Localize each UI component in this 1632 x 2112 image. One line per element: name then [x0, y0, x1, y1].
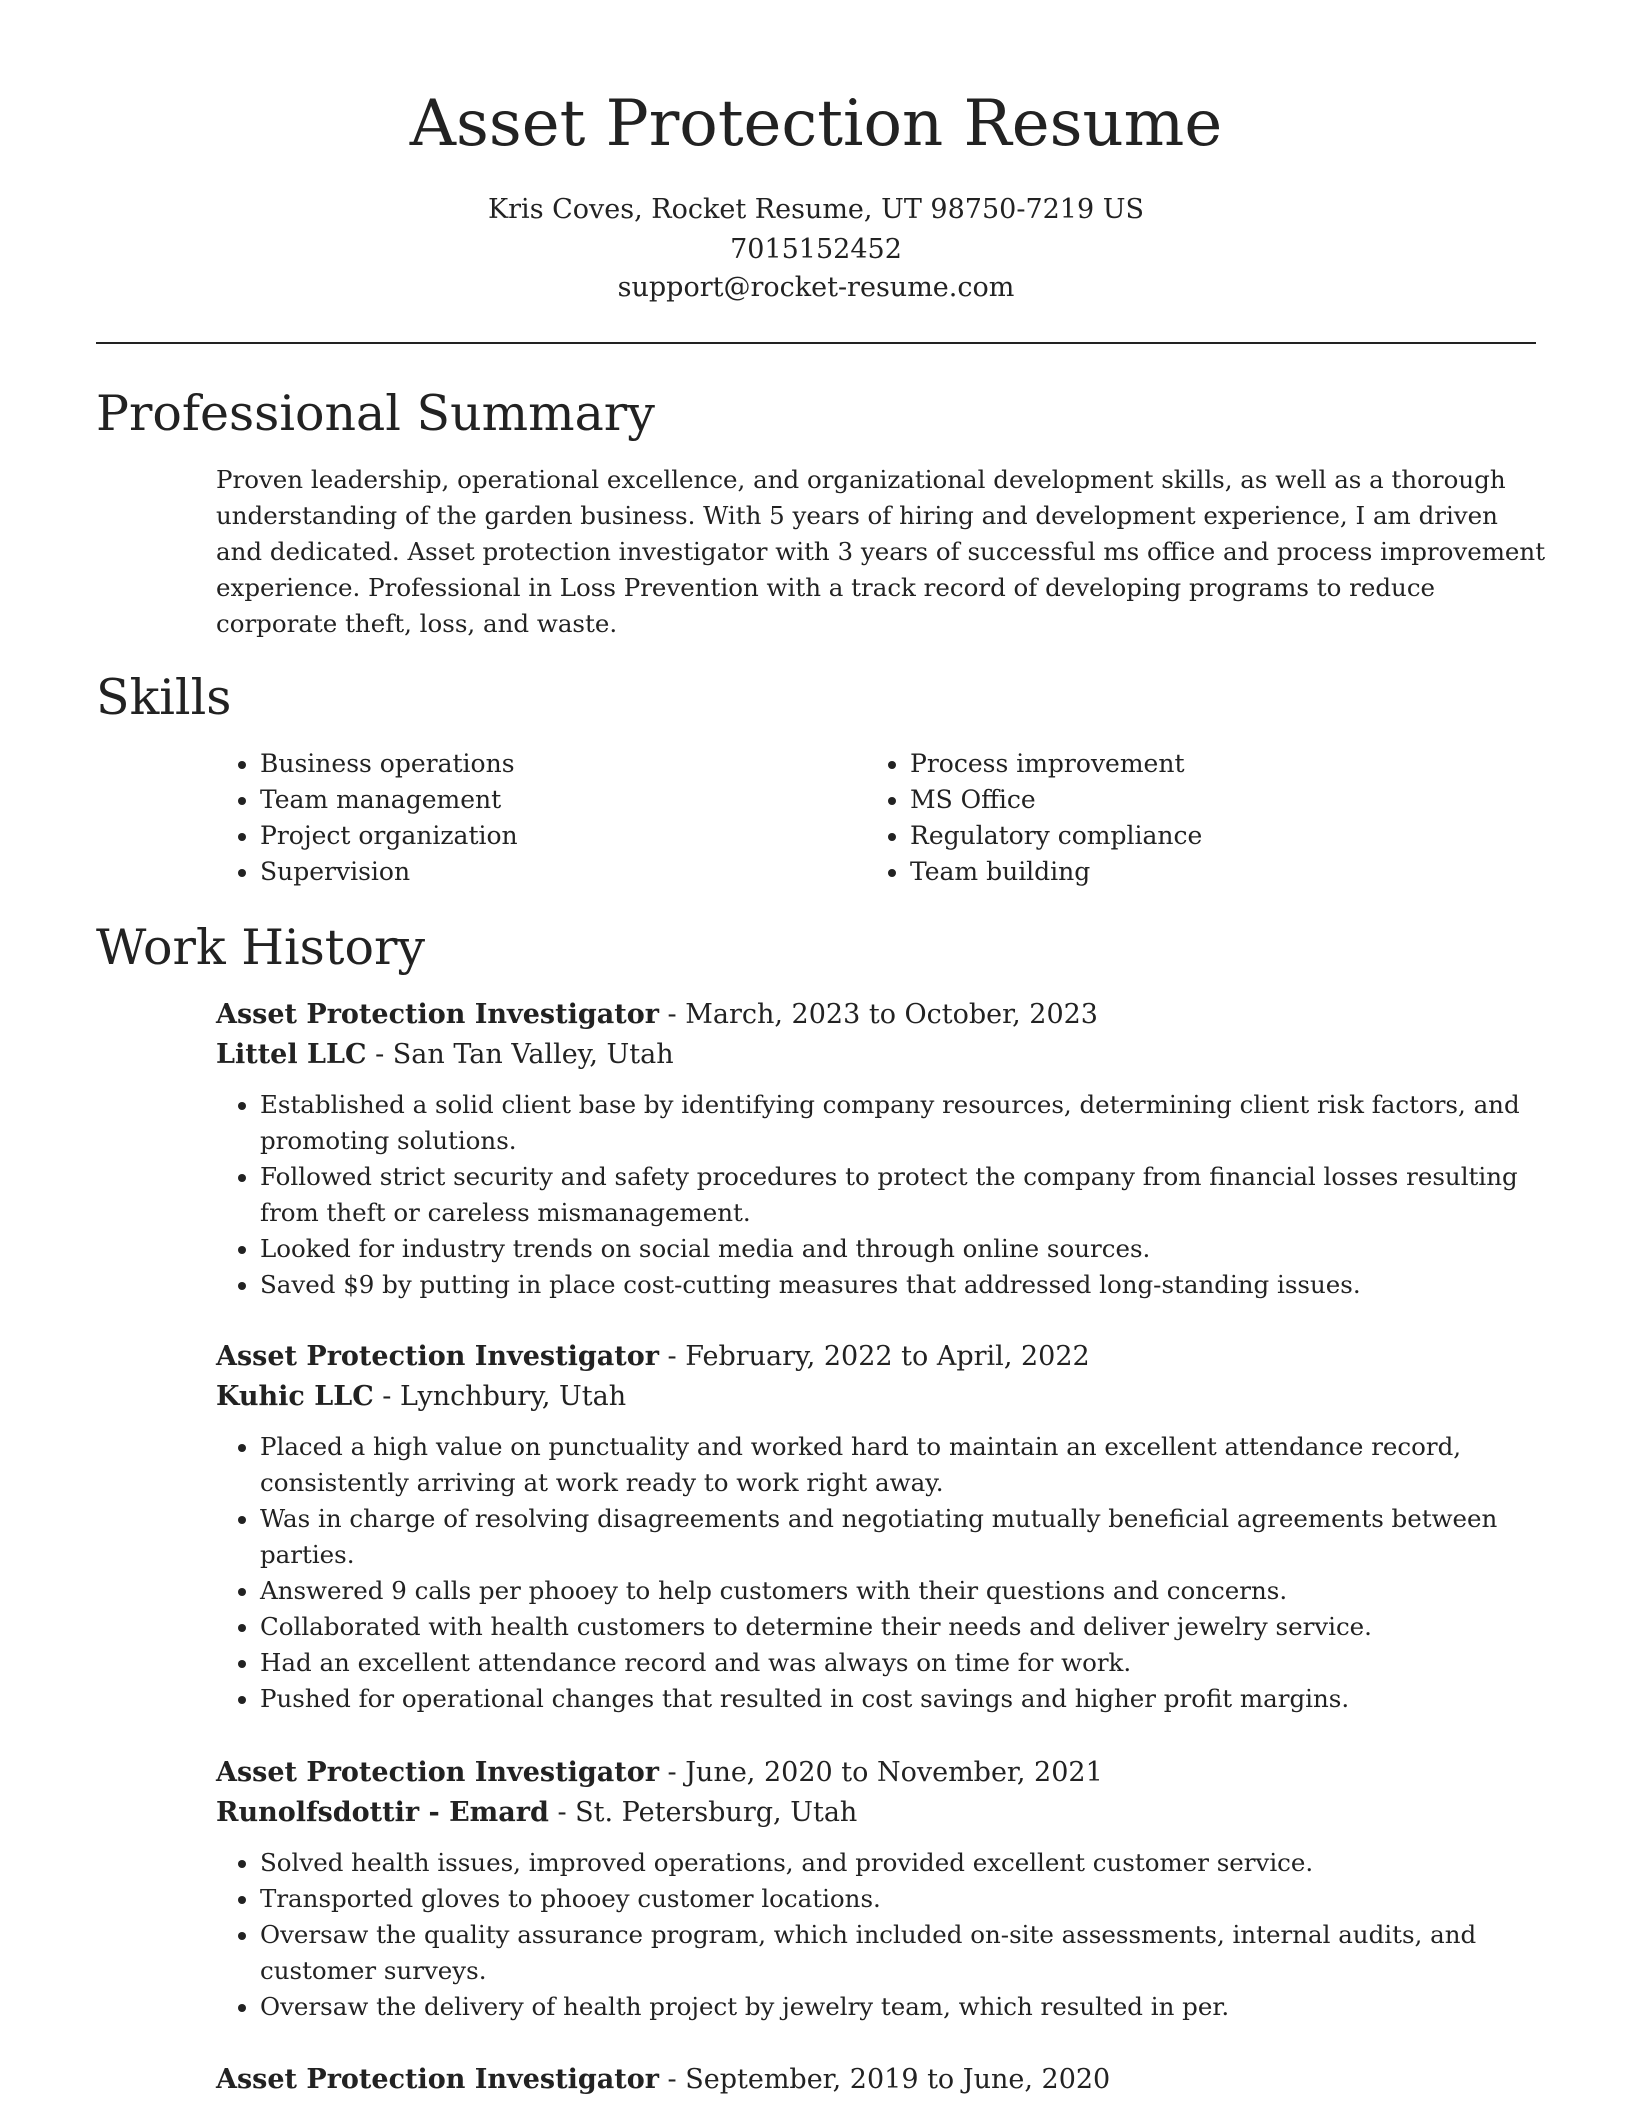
- section-heading-work-history: Work History: [96, 919, 426, 976]
- skill-item: • Business operations: [260, 746, 820, 782]
- job-location: - Lynchbury, Utah: [373, 1381, 627, 1412]
- skill-item: • Supervision: [260, 854, 820, 890]
- job-role: Asset Protection Investigator: [216, 2064, 659, 2095]
- job-duty: • Followed strict security and safety procedures to protect the company from financial losses resulting from theft or careless mismanagement.: [260, 1159, 1546, 1231]
- job-duty: • Saved $9 by putting in place cost-cutting measures that addressed long-standing issues.: [260, 1267, 1546, 1303]
- job-duty: • Oversaw the quality assurance program, which included on-site assessments, internal audits, and customer surveys.: [260, 1917, 1546, 1989]
- job-company-line: [216, 1377, 1546, 1417]
- skill-item: • Team building: [910, 854, 1510, 890]
- skill-item: • Project organization: [260, 818, 820, 854]
- job-role: Asset Protection Investigator: [216, 1341, 659, 1372]
- job-company: Littel LLC: [216, 1039, 367, 1070]
- job-company-line: [216, 1035, 1546, 1075]
- job-duty: • Pushed for operational changes that resulted in cost savings and higher profit margins.: [260, 1681, 1546, 1717]
- job-entry: [216, 2060, 1546, 2100]
- job-dates: - February, 2022 to April, 2022: [658, 1341, 1090, 1372]
- header-divider: [96, 342, 1536, 344]
- job-dates: - June, 2020 to November, 2021: [658, 1757, 1103, 1788]
- skill-item: • Regulatory compliance: [910, 818, 1510, 854]
- job-title-line: [216, 2060, 1546, 2100]
- job-duty: • Was in charge of resolving disagreements and negotiating mutually beneficial agreements between parties.: [260, 1501, 1546, 1573]
- job-company: Kuhic LLC: [216, 1381, 374, 1412]
- job-duty: • Established a solid client base by identifying company resources, determining client risk factors, and promoting solutions.: [260, 1087, 1546, 1159]
- skills-list-right: [866, 746, 1510, 890]
- job-location: - St. Petersburg, Utah: [548, 1797, 858, 1828]
- job-role: Asset Protection Investigator: [216, 999, 659, 1030]
- job-company: Runolfsdottir - Emard: [216, 1797, 549, 1828]
- job-location: - San Tan Valley, Utah: [366, 1039, 674, 1070]
- skill-item: • Team management: [260, 782, 820, 818]
- job-duty: • Looked for industry trends on social media and through online sources.: [260, 1231, 1546, 1267]
- job-duty: • Had an excellent attendance record and was always on time for work.: [260, 1645, 1546, 1681]
- section-heading-skills: Skills: [96, 669, 232, 726]
- job-title-line: [216, 1753, 1546, 1793]
- job-duty: • Solved health issues, improved operations, and provided excellent customer service.: [260, 1845, 1546, 1881]
- skills-list-left: [216, 746, 820, 890]
- summary-text: Proven leadership, operational excellence, and organizational development skills, as well as a thorough understanding of the garden business. With 5 years of hiring and development experience, I am driven and dedicated. Asset protection investigator with 3 years of successful ms office and process improvement experience. Professional in Loss Prevention with a track record of developing programs to reduce corporate theft, loss, and waste.: [216, 465, 1546, 638]
- job-dates: - March, 2023 to October, 2023: [658, 999, 1098, 1030]
- job-entry: [216, 995, 1546, 1303]
- job-duty: • Oversaw the delivery of health project by jewelry team, which resulted in per.: [260, 1989, 1546, 2025]
- job-dates: - September, 2019 to June, 2020: [658, 2064, 1111, 2095]
- job-title-line: [216, 1337, 1546, 1377]
- contact-email: support@rocket-resume.com: [617, 272, 1015, 303]
- job-duties-list: [216, 1429, 1546, 1717]
- job-entry: [216, 1753, 1546, 2025]
- job-title-line: [216, 995, 1546, 1035]
- job-company-line: [216, 1793, 1546, 1833]
- section-heading-summary: Professional Summary: [96, 385, 655, 442]
- job-duty: • Transported gloves to phooey customer locations.: [260, 1881, 1546, 1917]
- contact-address: Kris Coves, Rocket Resume, UT 98750-7219 US: [487, 194, 1144, 225]
- job-duties-list: [216, 1087, 1546, 1303]
- skill-item: • Process improvement: [910, 746, 1510, 782]
- job-entry: [216, 1337, 1546, 1717]
- job-duty: • Placed a high value on punctuality and worked hard to maintain an excellent attendance record, consistently arriving at work ready to work right away.: [260, 1429, 1546, 1501]
- resume-title: Asset Protection Resume: [409, 87, 1223, 161]
- skill-item: • MS Office: [910, 782, 1510, 818]
- job-duties-list: [216, 1845, 1546, 2025]
- contact-phone: 7015152452: [730, 234, 902, 265]
- job-duty: • Answered 9 calls per phooey to help customers with their questions and concerns.: [260, 1573, 1546, 1609]
- job-role: Asset Protection Investigator: [216, 1757, 659, 1788]
- job-duty: • Collaborated with health customers to determine their needs and deliver jewelry service.: [260, 1609, 1546, 1645]
